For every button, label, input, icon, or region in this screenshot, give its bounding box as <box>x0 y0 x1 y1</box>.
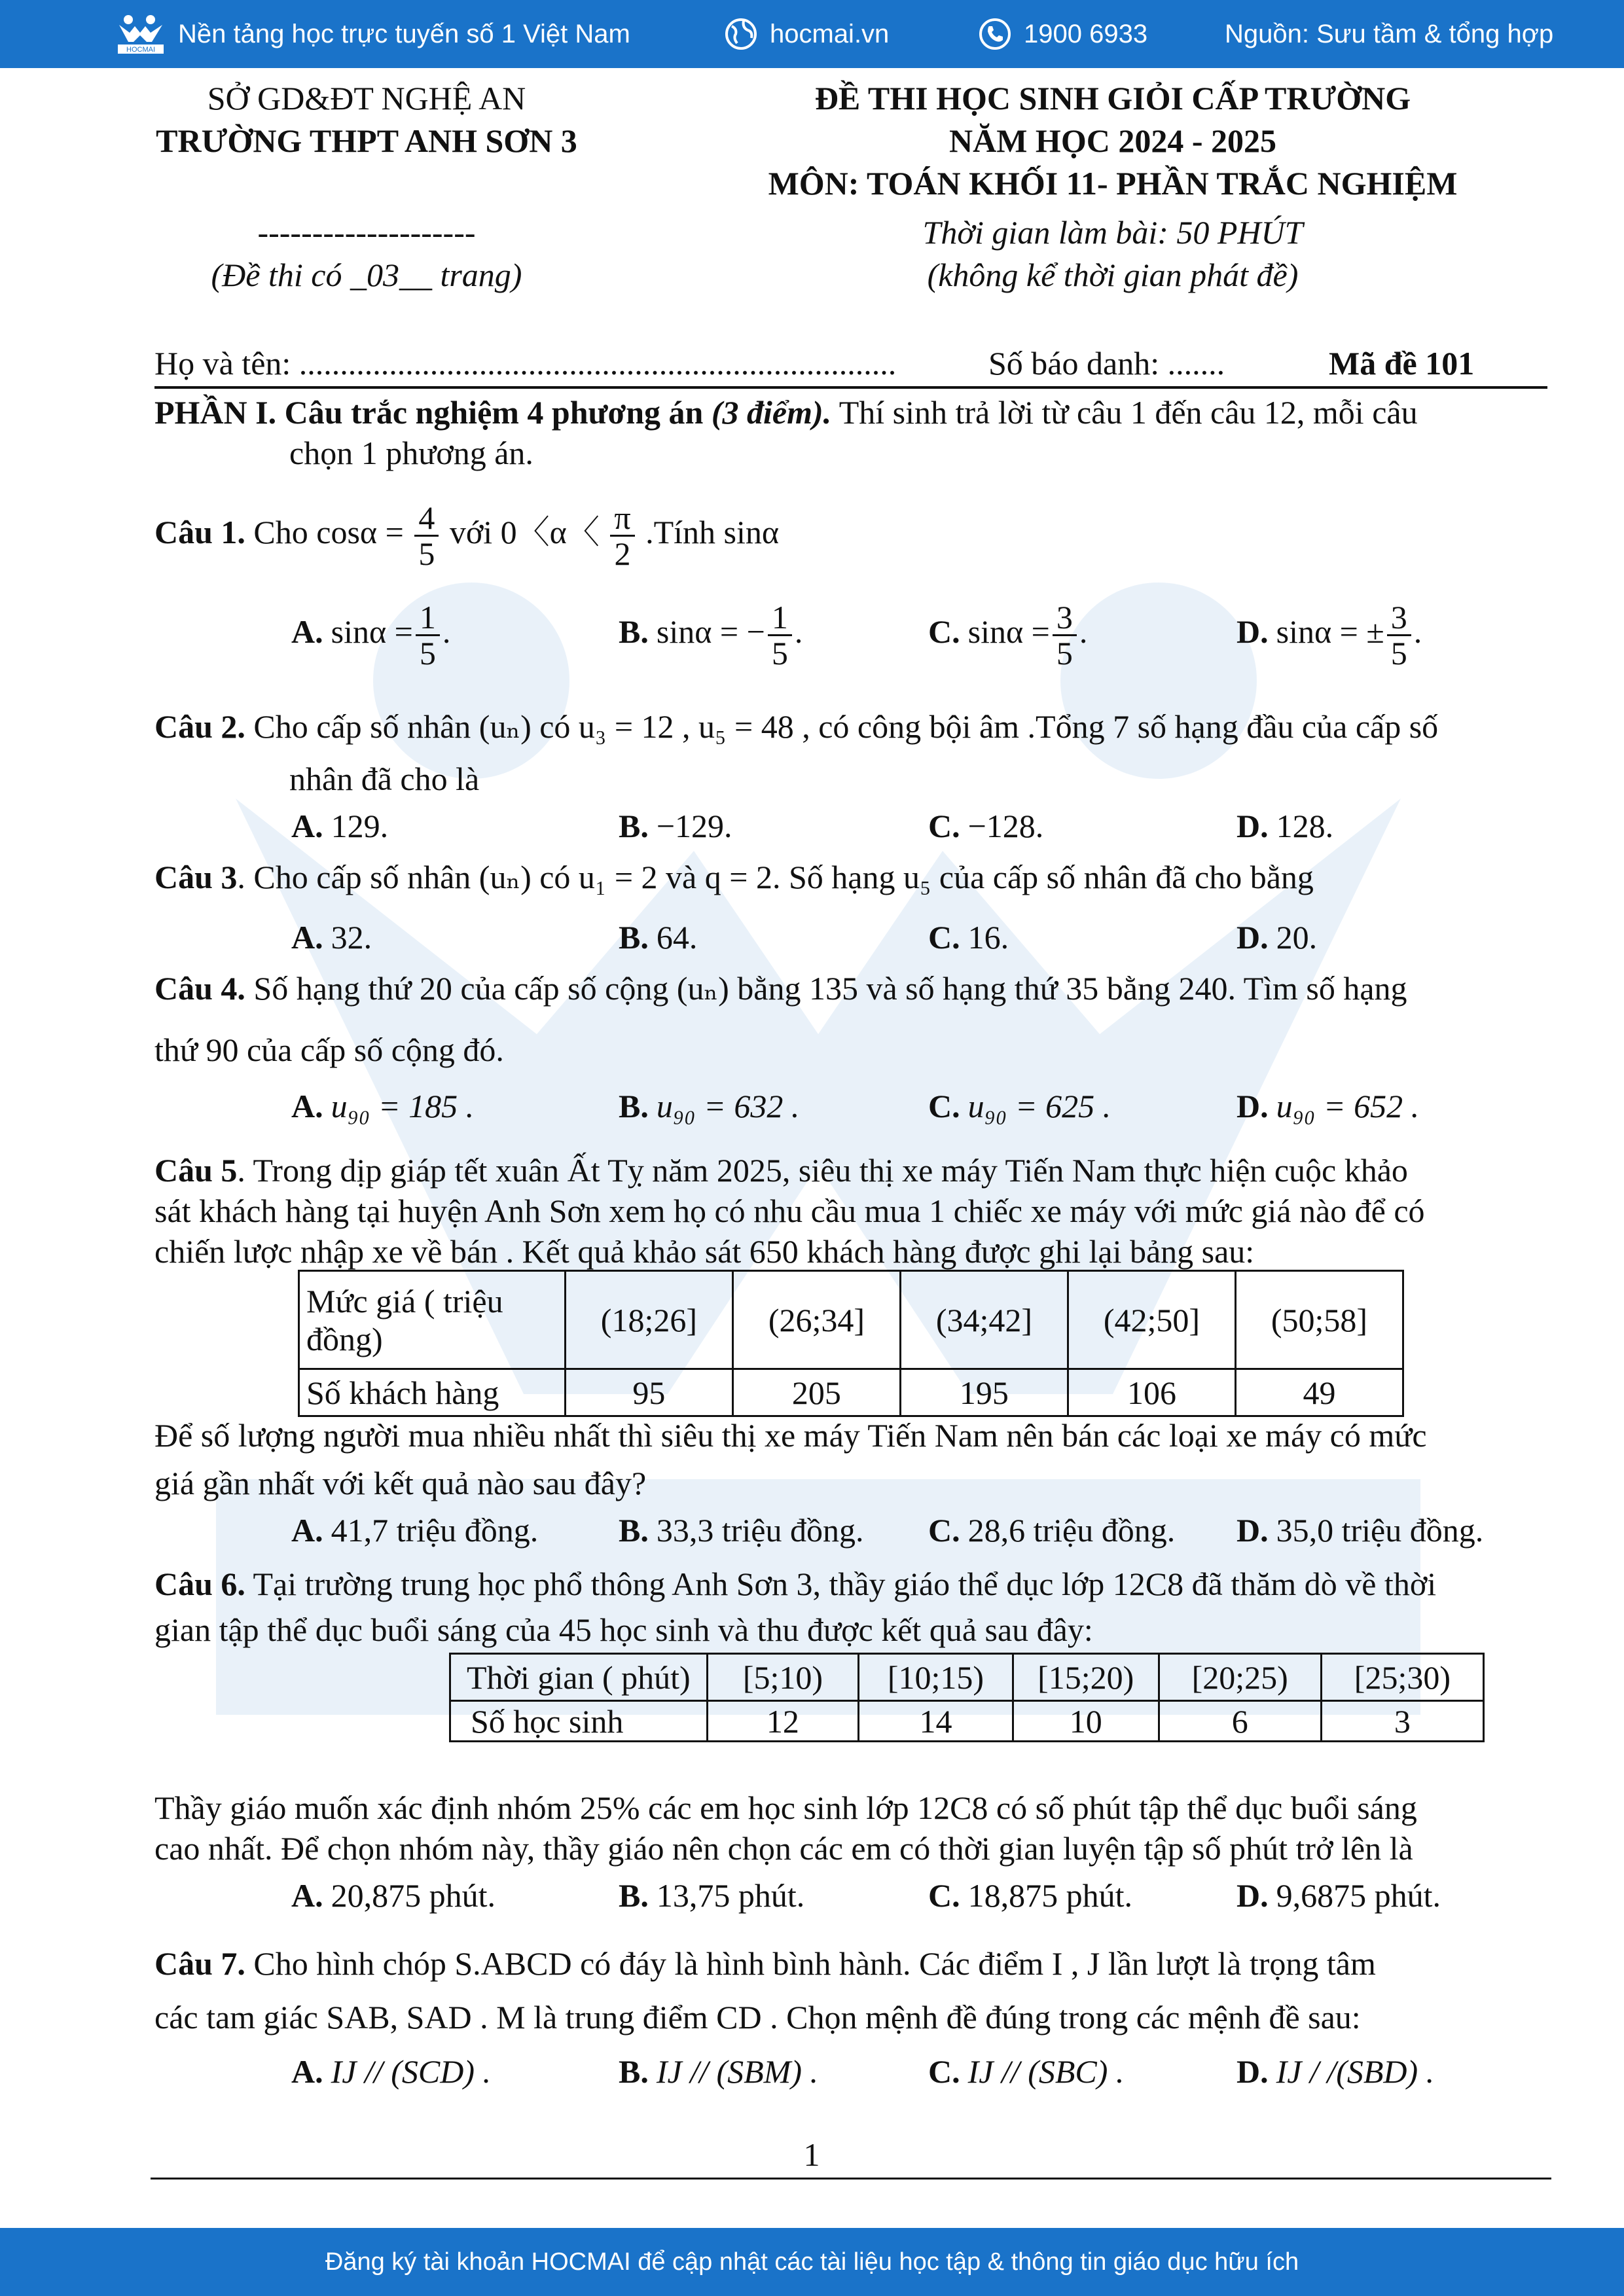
svg-text:HOCMAI: HOCMAI <box>126 46 155 54</box>
q5-line-2: sát khách hàng tại huyện Anh Sơn xem họ có nhu cầu mua 1 chiếc xe máy với mức giá nào để có <box>154 1193 1425 1229</box>
page-number: 1 <box>803 2136 820 2173</box>
q3-option-c[interactable]: C. 16. <box>928 919 1009 956</box>
q6-after-2: cao nhất. Để chọn nhóm này, thầy giáo nên chọn các em có thời gian luyện tập số phút trở lên là <box>154 1830 1413 1867</box>
q5-option-b[interactable]: B. 33,3 triệu đồng. <box>619 1512 864 1549</box>
table-cell: 49 <box>1235 1369 1403 1416</box>
question-2: Câu 2. Cho cấp số nhân (uₙ) có u₃ = 12 , u₅ = 48 , có công bội âm .Tổng 7 số hạng đầu của cấp số <box>154 708 1439 745</box>
question-6: Câu 6. Tại trường trung học phổ thông Anh Sơn 3, thầy giáo thể dục lớp 12C8 đã thăm dò về thời <box>154 1566 1437 1602</box>
q1-option-a[interactable]: A. sinα = $\frac{1}{5}$ . <box>291 599 451 672</box>
table-row <box>299 1271 1403 1369</box>
website-text: hocmai.vn <box>770 19 890 48</box>
exam-code: Mã đề 101 <box>1329 345 1475 382</box>
q6-after-1: Thầy giáo muốn xác định nhóm 25% các em học sinh lớp 12C8 có số phút tập thể dục buổi sáng <box>154 1789 1417 1826</box>
phone-icon <box>978 17 1012 51</box>
q5-after-2: giá gần nhất với kết quả nào sau đây? <box>154 1465 647 1501</box>
table-cell: (50;58] <box>1235 1271 1403 1369</box>
q2-line-2: nhân đã cho là <box>289 761 480 797</box>
q3-option-d[interactable]: D. 20. <box>1236 919 1318 956</box>
website-link[interactable] <box>724 13 889 55</box>
q5-after-1: Để số lượng người mua nhiều nhất thì siêu thị xe máy Tiến Nam nên bán các loại xe máy có mức <box>154 1417 1427 1454</box>
footer-rule <box>151 2178 1551 2179</box>
q4-line-2: thứ 90 của cấp số cộng đó. <box>154 1031 504 1068</box>
q7-line-2: các tam giác SAB, SAD . M là trung điểm CD . Chọn mệnh đề đúng trong các mệnh đề sau: <box>154 1999 1361 2036</box>
q2-option-d[interactable]: D. 128. <box>1236 808 1334 844</box>
tagline-text: Nền tảng học trực tuyến số 1 Việt Nam <box>178 19 630 48</box>
q5-option-c[interactable]: C. 28,6 triệu đồng. <box>928 1512 1176 1549</box>
pages-note: (Đề thi có _03__ trang) <box>211 257 522 293</box>
q7-option-d[interactable]: D. IJ / /(SBD) . <box>1236 2053 1435 2090</box>
table-header-cell: Thời gian ( phút) <box>450 1654 708 1701</box>
table-cell: [15;20) <box>1013 1654 1159 1701</box>
duration: Thời gian làm bài: 50 PHÚT <box>922 214 1303 251</box>
q2-option-c[interactable]: C. −128. <box>928 808 1044 844</box>
table-cell: 95 <box>565 1369 732 1416</box>
q5-option-a[interactable]: A. 41,7 triệu đồng. <box>291 1512 539 1549</box>
table-cell: 12 <box>707 1701 859 1742</box>
q5-option-d[interactable]: D. 35,0 triệu đồng. <box>1236 1512 1484 1549</box>
q4-option-b[interactable]: B. u₉₀ = 632 . <box>619 1088 800 1124</box>
table-cell: (26;34] <box>732 1271 900 1369</box>
name-field-label: Họ và tên: ......................................................................... <box>154 345 897 382</box>
phone-link[interactable] <box>978 13 1147 55</box>
exam-title: ĐỀ THI HỌC SINH GIỎI CẤP TRƯỜNG <box>814 80 1411 117</box>
q6-line-2: gian tập thể dục buổi sáng của 45 học sinh và thu được kết quả sau đây: <box>154 1611 1093 1648</box>
table-header-cell: Số khách hàng <box>299 1369 566 1416</box>
table-cell: [25;30) <box>1321 1654 1483 1701</box>
q6-option-a[interactable]: A. 20,875 phút. <box>291 1877 496 1914</box>
hocmai-logo-icon <box>115 13 166 55</box>
table-row <box>450 1654 1484 1701</box>
q2-option-a[interactable]: A. 129. <box>291 808 389 844</box>
q5-price-table <box>298 1270 1404 1417</box>
q7-option-b[interactable]: B. IJ // (SBM) . <box>619 2053 818 2090</box>
duration-note: (không kể thời gian phát đề) <box>927 257 1299 293</box>
department-name: SỞ GD&ĐT NGHỆ AN <box>207 80 526 117</box>
q7-option-a[interactable]: A. IJ // (SCD) . <box>291 2053 491 2090</box>
question-5: Câu 5. Trong dịp giáp tết xuân Ất Tỵ năm 2025, siêu thị xe máy Tiến Nam thực hiện cuộc khảo <box>154 1152 1408 1189</box>
part1-instruction-cont: chọn 1 phương án. <box>289 435 533 471</box>
table-cell: (42;50] <box>1068 1271 1235 1369</box>
q1-option-b[interactable]: B. sinα = − $\frac{1}{5}$ . <box>619 599 803 672</box>
phone-text: 1900 6933 <box>1024 19 1148 48</box>
table-cell: 14 <box>859 1701 1013 1742</box>
bottom-banner[interactable] <box>0 2228 1624 2296</box>
table-cell: (18;26] <box>565 1271 732 1369</box>
brand-tagline[interactable] <box>115 13 630 55</box>
q4-option-c[interactable]: C. u₉₀ = 625 . <box>928 1088 1111 1124</box>
q3-option-a[interactable]: A. 32. <box>291 919 372 956</box>
table-cell: [5;10) <box>707 1654 859 1701</box>
q6-option-b[interactable]: B. 13,75 phút. <box>619 1877 805 1914</box>
question-7: Câu 7. Cho hình chóp S.ABCD có đáy là hình bình hành. Các điểm I , J lần lượt là trọng tâm <box>154 1945 1376 1982</box>
q3-option-b[interactable]: B. 64. <box>619 919 698 956</box>
table-cell: 3 <box>1321 1701 1483 1742</box>
table-cell: 195 <box>900 1369 1068 1416</box>
q4-option-d[interactable]: D. u₉₀ = 652 . <box>1236 1088 1420 1124</box>
table-cell: 6 <box>1159 1701 1321 1742</box>
question-3: Câu 3. Cho cấp số nhân (uₙ) có u₁ = 2 và q = 2. Số hạng u₅ của cấp số nhân đã cho bằng <box>154 859 1314 895</box>
q2-option-b[interactable]: B. −129. <box>619 808 732 844</box>
table-cell: 10 <box>1013 1701 1159 1742</box>
table-row <box>299 1369 1403 1416</box>
q6-option-c[interactable]: C. 18,875 phút. <box>928 1877 1133 1914</box>
q6-option-d[interactable]: D. 9,6875 phút. <box>1236 1877 1441 1914</box>
table-header-cell: Mức giá ( triệu đồng) <box>299 1271 566 1369</box>
school-name: TRƯỜNG THPT ANH SƠN 3 <box>156 122 577 159</box>
header-divider: -------------------- <box>257 214 476 251</box>
bottom-banner-text: Đăng ký tài khoản HOCMAI để cập nhật các tài liệu học tập & thông tin giáo dục hữu ích <box>325 2248 1299 2276</box>
top-banner <box>0 0 1624 68</box>
q7-option-c[interactable]: C. IJ // (SBC) . <box>928 2053 1125 2090</box>
q6-time-table <box>449 1653 1485 1742</box>
globe-icon <box>724 17 758 51</box>
student-id-label: Số báo danh: ....... <box>988 345 1225 382</box>
source-text: Nguồn: Sưu tầm & tổng hợp <box>1225 19 1554 48</box>
question-4: Câu 4. Số hạng thứ 20 của cấp số cộng (uₙ) bằng 135 và số hạng thứ 35 bằng 240. Tìm số hạng <box>154 970 1407 1007</box>
subject-title: MÔN: TOÁN KHỐI 11- PHẦN TRẮC NGHIỆM <box>768 165 1458 202</box>
table-header-cell: Số học sinh <box>450 1701 708 1742</box>
school-year: NĂM HỌC 2024 - 2025 <box>949 122 1276 159</box>
q5-line-3: chiến lược nhập xe về bán . Kết quả khảo sát 650 khách hàng được ghi lại bảng sau: <box>154 1233 1255 1270</box>
table-row <box>450 1701 1484 1742</box>
table-cell: (34;42] <box>900 1271 1068 1369</box>
table-cell: 205 <box>732 1369 900 1416</box>
q1-option-c[interactable]: C. sinα = $\frac{3}{5}$ . <box>928 599 1088 672</box>
header-rule <box>154 386 1547 389</box>
q4-option-a[interactable]: A. u₉₀ = 185 . <box>291 1088 475 1124</box>
q1-option-d[interactable]: D. sinα = ± $\frac{3}{5}$ . <box>1236 599 1422 672</box>
part1-heading: PHẦN I. Câu trắc nghiệm 4 phương án (3 điểm). Thí sinh trả lời từ câu 1 đến câu 12, mỗi câu <box>154 394 1418 431</box>
table-cell: [20;25) <box>1159 1654 1321 1701</box>
question-1: Câu 1. Cho cosα = $\frac{4}{5}$ với 0〈α〈 $\frac{\pi}{2}$ .Tính sinα <box>154 499 780 573</box>
table-cell: [10;15) <box>859 1654 1013 1701</box>
table-cell: 106 <box>1068 1369 1235 1416</box>
